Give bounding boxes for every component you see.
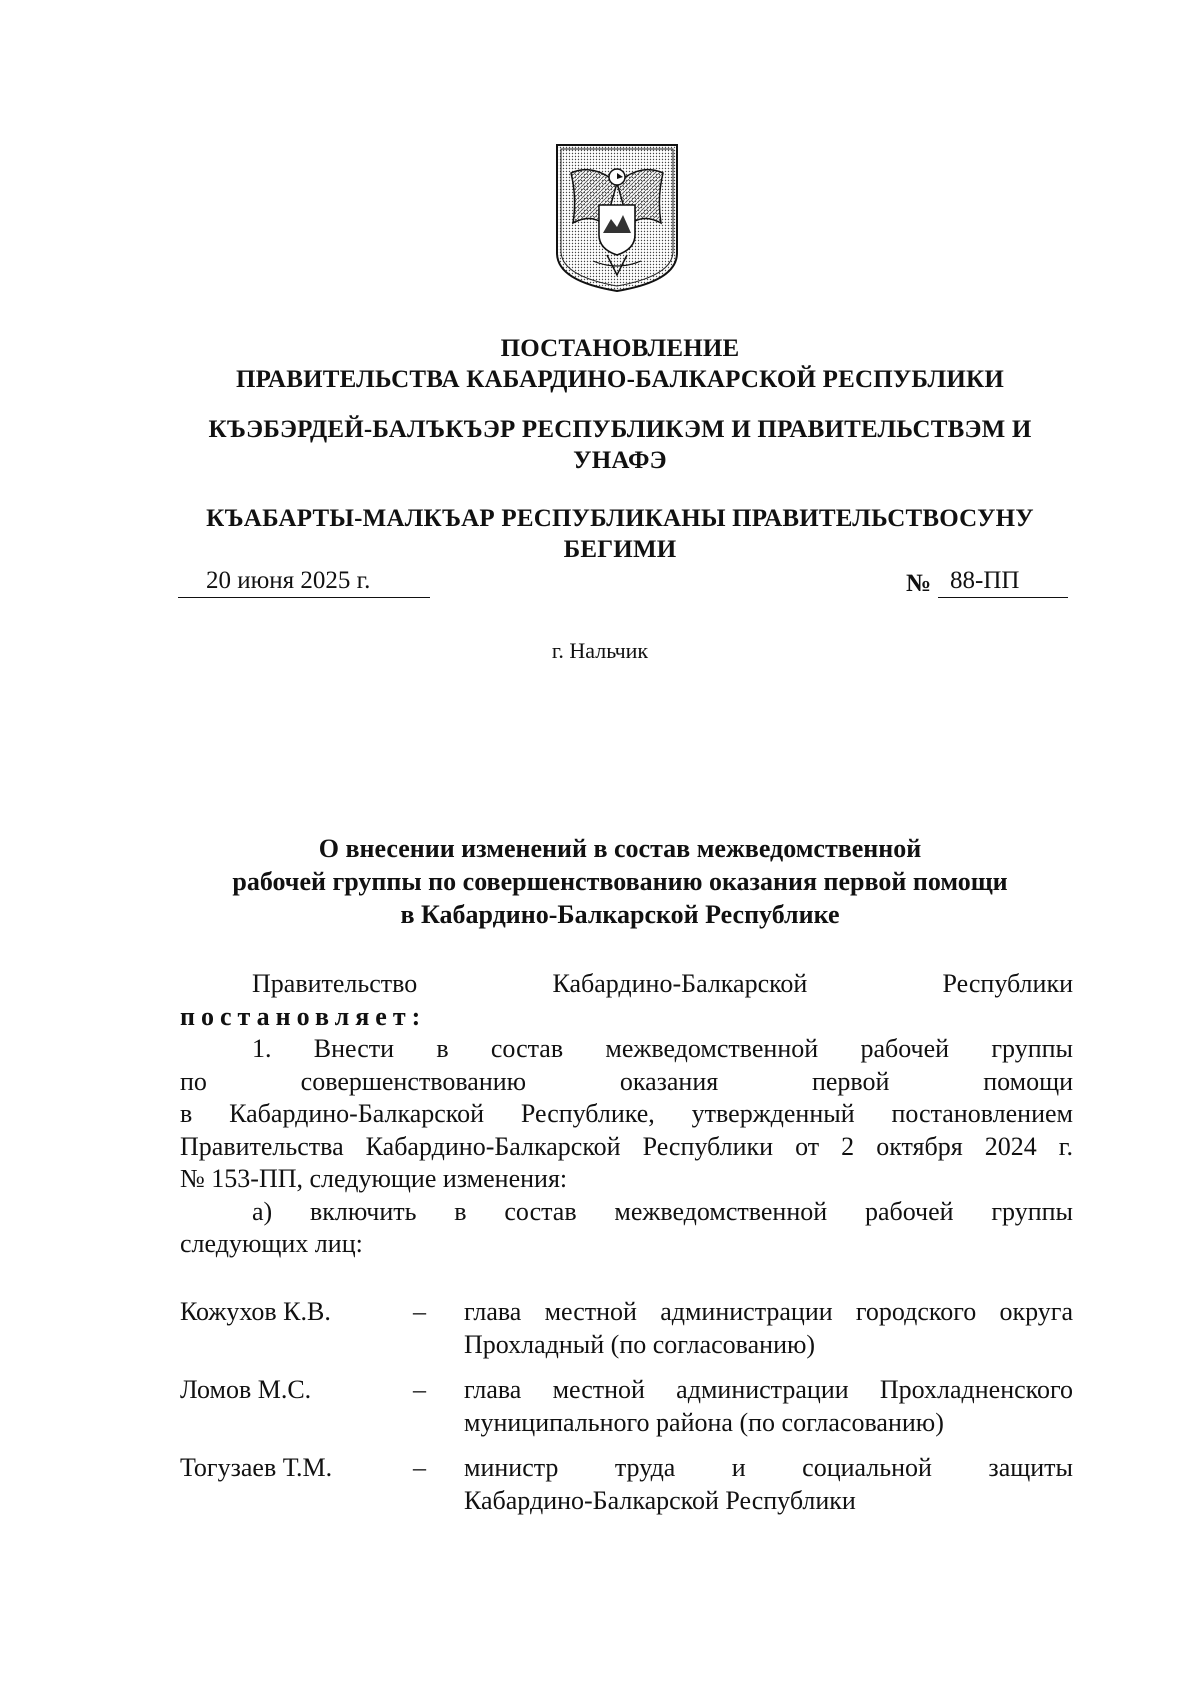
list-item bbox=[180, 1296, 1073, 1361]
paragraph1-line3: в Кабардино-Балкарской Республике, утвержденный постановлением bbox=[180, 1099, 1073, 1128]
document-number: 88-ПП bbox=[938, 565, 1068, 598]
member-name: Ломов М.С. bbox=[180, 1375, 312, 1404]
member-description-line2: Кабардино-Балкарской Республики bbox=[464, 1485, 856, 1515]
resolution-title bbox=[180, 832, 1060, 931]
member-description-line1: глава местной администрации городского округа bbox=[464, 1297, 1073, 1326]
list-item bbox=[180, 1374, 1073, 1439]
member-description bbox=[464, 1374, 1073, 1439]
header-title-block bbox=[180, 333, 1060, 395]
member-description-line1: министр труда и социальной защиты bbox=[464, 1453, 1073, 1482]
header-title-line1: ПОСТАНОВЛЕНИЕ bbox=[500, 335, 740, 362]
coat-of-arms-emblem bbox=[553, 143, 681, 293]
list-item bbox=[180, 1452, 1073, 1517]
paragraph1-line4: Правительства Кабардино-Балкарской Республики от 2 октября 2024 г. bbox=[180, 1131, 1073, 1161]
subparagraph-a-line2: следующих лиц: bbox=[180, 1229, 363, 1258]
resolution-title-line2: рабочей группы по совершенствованию оказания первой помощи bbox=[232, 867, 1008, 896]
preamble-line2: постановляет: bbox=[180, 1001, 427, 1031]
resolution-body bbox=[180, 968, 1073, 1261]
document-number-label: № bbox=[906, 570, 932, 597]
resolution-title-line1: О внесении изменений в состав межведомственной bbox=[318, 834, 922, 863]
header-kabardian-line2: УНАФЭ bbox=[573, 447, 667, 474]
member-dash: – bbox=[413, 1453, 426, 1482]
subparagraph-a-line1: а) включить в состав межведомственной рабочей группы bbox=[252, 1196, 1073, 1226]
paragraph1-line1: 1. Внести в состав межведомственной рабочей группы bbox=[252, 1034, 1073, 1063]
member-dash: – bbox=[413, 1297, 426, 1326]
header-balkar-line1: КЪАБАРТЫ-МАЛКЪАР РЕСПУБЛИКАНЫ ПРАВИТЕЛЬСТВОСУНУ bbox=[206, 505, 1034, 532]
header-kabardian-block bbox=[180, 414, 1060, 476]
document-city: г. Нальчик bbox=[551, 638, 649, 663]
document-date: 20 июня 2025 г. bbox=[178, 565, 430, 598]
preamble-line1: Правительство Кабардино-Балкарской Республики bbox=[252, 969, 1073, 998]
paragraph1-line2: по совершенствованию оказания первой помощи bbox=[180, 1066, 1073, 1096]
paragraph1-line5: № 153-ПП, следующие изменения: bbox=[180, 1164, 568, 1193]
header-title-line2: ПРАВИТЕЛЬСТВА КАБАРДИНО-БАЛКАРСКОЙ РЕСПУБЛИКИ bbox=[236, 366, 1004, 393]
member-name: Тогузаев Т.М. bbox=[180, 1453, 333, 1482]
member-description-line2: муниципального района (по согласованию) bbox=[464, 1407, 944, 1437]
member-description bbox=[464, 1452, 1073, 1517]
member-description bbox=[464, 1296, 1073, 1361]
header-kabardian-line1: КЪЭБЭРДЕЙ-БАЛЪКЪЭР РЕСПУБЛИКЭМ И ПРАВИТЕЛЬСТВЭМ И bbox=[208, 416, 1032, 443]
members-list bbox=[180, 1296, 1073, 1530]
member-dash: – bbox=[413, 1375, 426, 1404]
member-description-line1: глава местной администрации Прохладненского bbox=[464, 1375, 1073, 1404]
resolution-title-line3: в Кабардино-Балкарской Республике bbox=[400, 900, 840, 929]
header-balkar-line2: БЕГИМИ bbox=[563, 536, 677, 563]
member-name: Кожухов К.В. bbox=[180, 1297, 331, 1326]
member-description-line2: Прохладный (по согласованию) bbox=[464, 1329, 816, 1359]
header-balkar-block bbox=[180, 503, 1060, 565]
